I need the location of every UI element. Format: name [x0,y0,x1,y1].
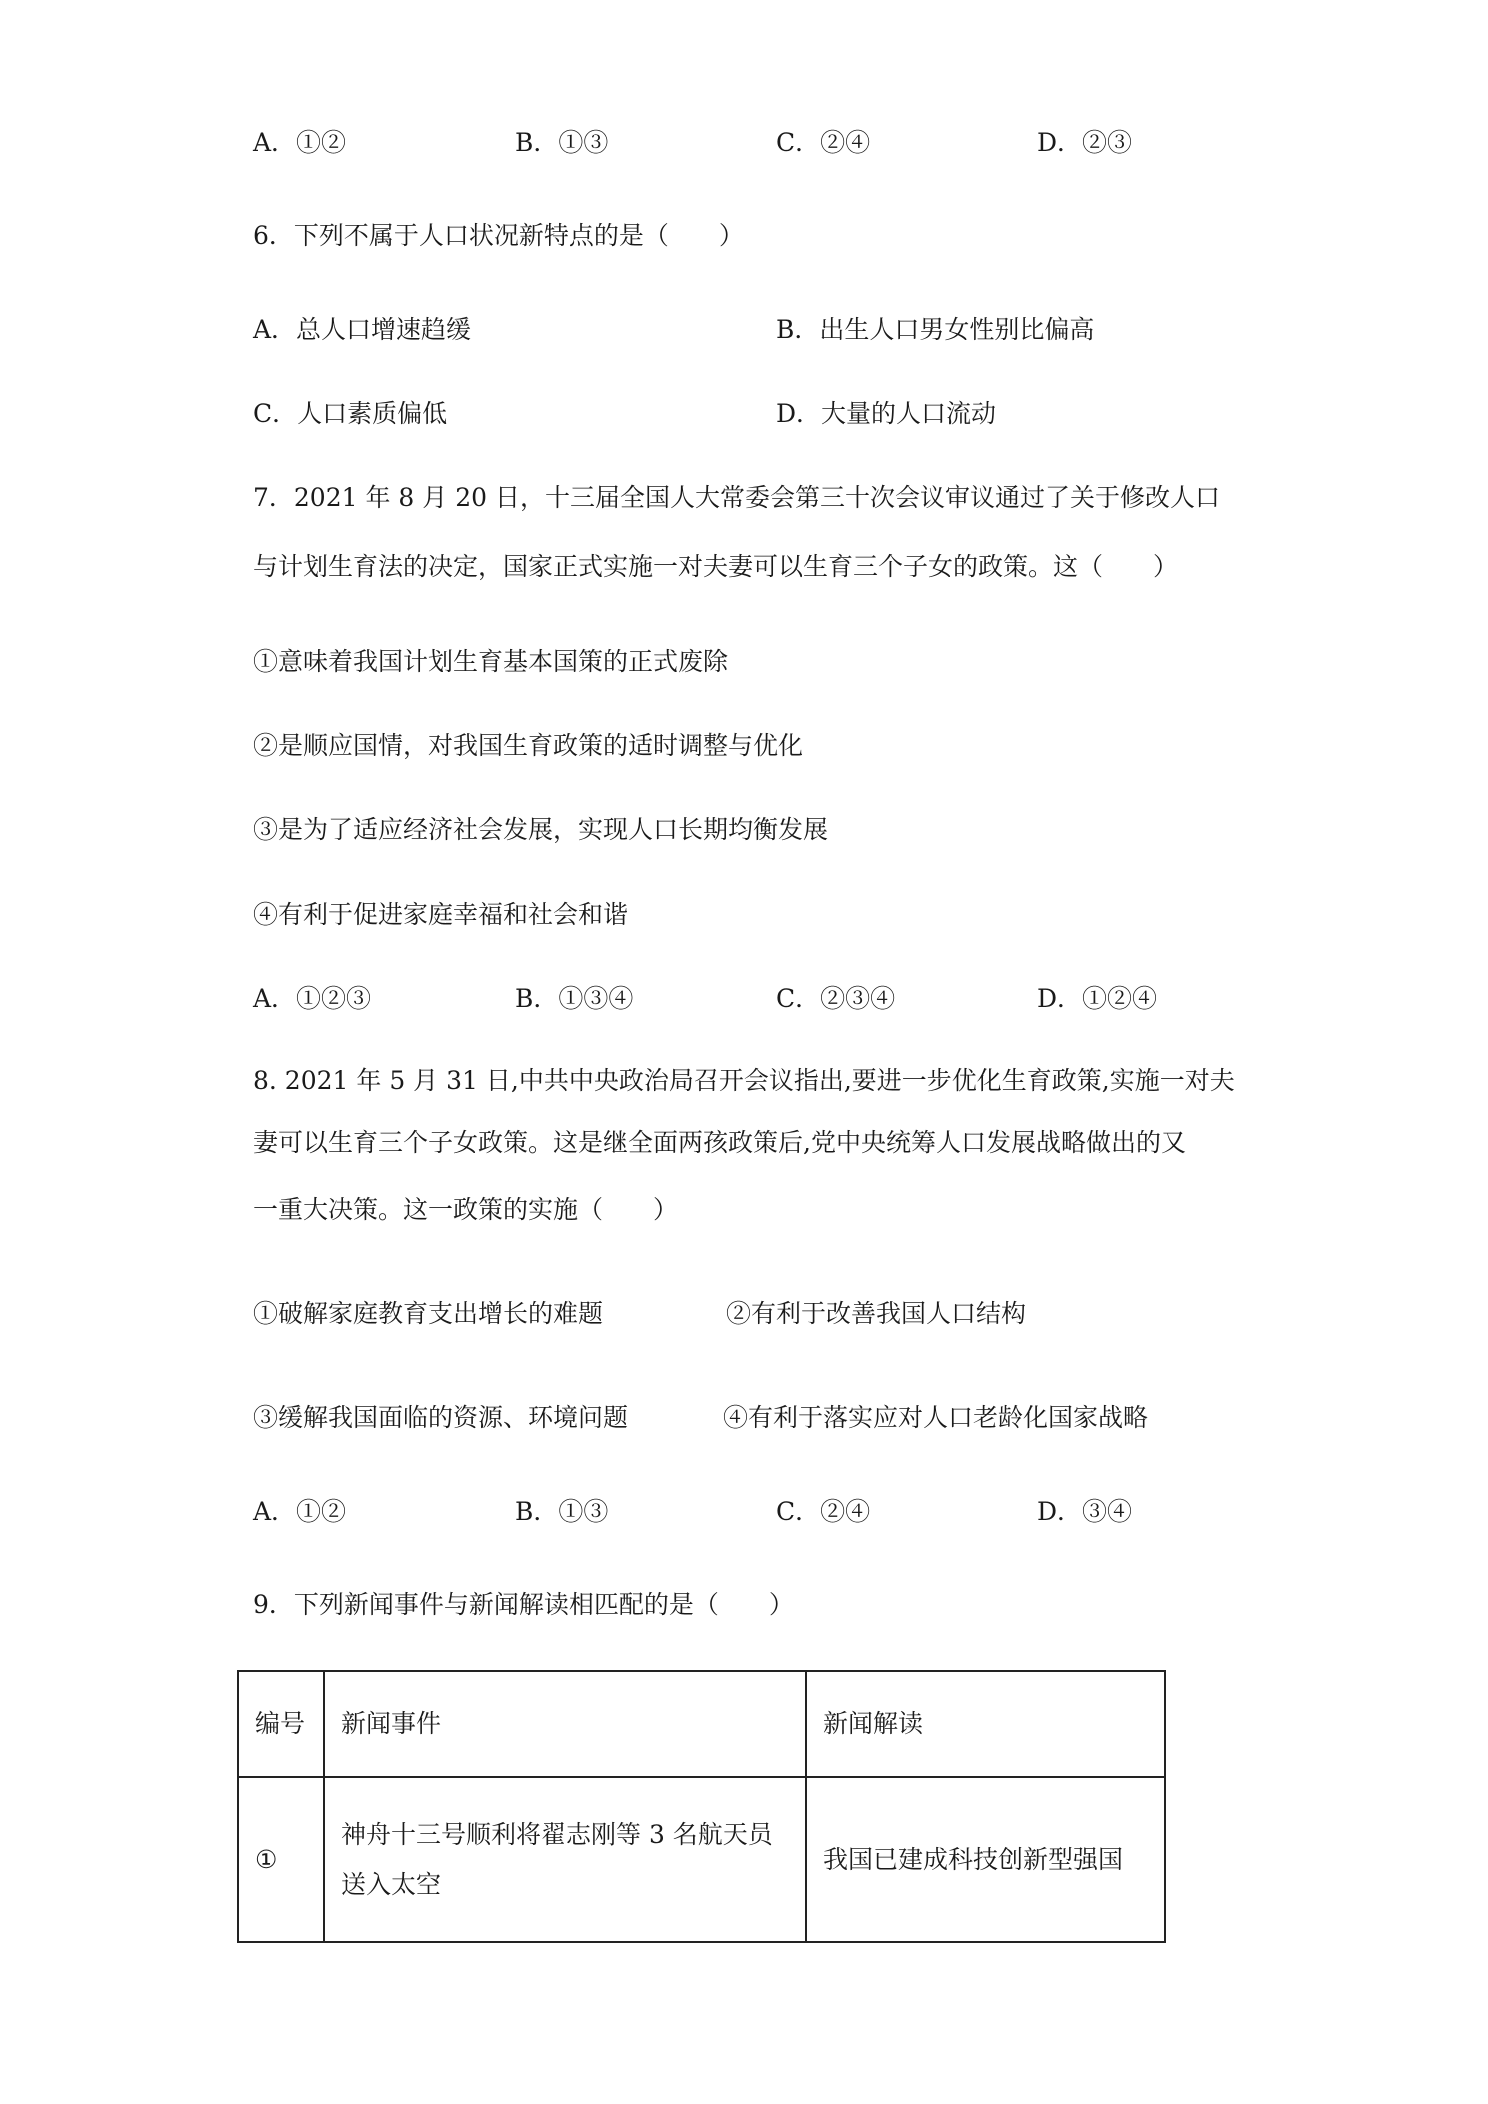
q7-stem-line-2: 与计划生育法的决定，国家正式实施一对夫妻可以生育三个子女的政策。这（ ） [253,552,1179,581]
q6-option-b[interactable]: B．出生人口男女性别比偏高 [776,315,1095,344]
q8-statement-4: ④有利于落实应对人口老龄化国家战略 [723,1403,1149,1432]
q8-stem-line-1: 8. 2021 年 5 月 31 日,中共中央政治局召开会议指出,要进一步优化生育政策,实施一对夫 [253,1066,1235,1095]
q5-option-c[interactable]: C．②④ [776,128,871,157]
table-cell-number: ① [238,1777,324,1942]
q7-option-d[interactable]: D．①②④ [1037,984,1158,1013]
q7-option-a[interactable]: A．①②③ [253,984,372,1013]
q8-stem-line-3: 一重大决策。这一政策的实施（ ） [253,1195,679,1224]
table-header-row [238,1671,1165,1777]
q7-statement-1: ①意味着我国计划生育基本国策的正式废除 [253,647,729,676]
table-cell-reading: 我国已建成科技创新型强国 [806,1777,1165,1942]
event-line-2: 送入太空 [341,1869,442,1899]
q7-stem-line-1: 7．2021 年 8 月 20 日，十三届全国人大常委会第三十次会议审议通过了关于修改人口 [253,483,1220,512]
table-header-reading: 新闻解读 [806,1671,1165,1777]
q7-statement-4: ④有利于促进家庭幸福和社会和谐 [253,900,629,929]
q8-option-a[interactable]: A．①② [253,1497,347,1526]
q6-option-a[interactable]: A．总人口增速趋缓 [253,315,472,344]
event-line-1: 神舟十三号顺利将翟志刚等 3 名航天员 [341,1819,773,1849]
q9-stem: 9．下列新闻事件与新闻解读相匹配的是（ ） [253,1590,794,1619]
q8-option-c[interactable]: C．②④ [776,1497,871,1526]
q8-option-b[interactable]: B．①③ [515,1497,609,1526]
q8-stem-line-2: 妻可以生育三个子女政策。这是继全面两孩政策后,党中央统筹人口发展战略做出的又 [253,1128,1186,1157]
q6-option-c[interactable]: C．人口素质偏低 [253,399,448,428]
q6-option-d[interactable]: D．大量的人口流动 [776,399,997,428]
q8-statement-2: ②有利于改善我国人口结构 [726,1299,1027,1328]
q8-statement-1: ①破解家庭教育支出增长的难题 [253,1299,604,1328]
table-cell-event [324,1777,806,1942]
table-header-event: 新闻事件 [324,1671,806,1777]
table-row [238,1777,1165,1942]
q5-option-d[interactable]: D．②③ [1037,128,1133,157]
q5-option-b[interactable]: B．①③ [515,128,609,157]
q8-option-d[interactable]: D．③④ [1037,1497,1133,1526]
table-header-number: 编号 [238,1671,324,1777]
news-table [237,1670,1166,1943]
q7-statement-2: ②是顺应国情，对我国生育政策的适时调整与优化 [253,731,804,760]
q8-statement-3: ③缓解我国面临的资源、环境问题 [253,1403,629,1432]
q7-option-c[interactable]: C．②③④ [776,984,896,1013]
q5-option-a[interactable]: A．①② [253,128,347,157]
q7-statement-3: ③是为了适应经济社会发展，实现人口长期均衡发展 [253,815,829,844]
q7-option-b[interactable]: B．①③④ [515,984,634,1013]
q6-stem: 6．下列不属于人口状况新特点的是（ ） [253,221,744,250]
